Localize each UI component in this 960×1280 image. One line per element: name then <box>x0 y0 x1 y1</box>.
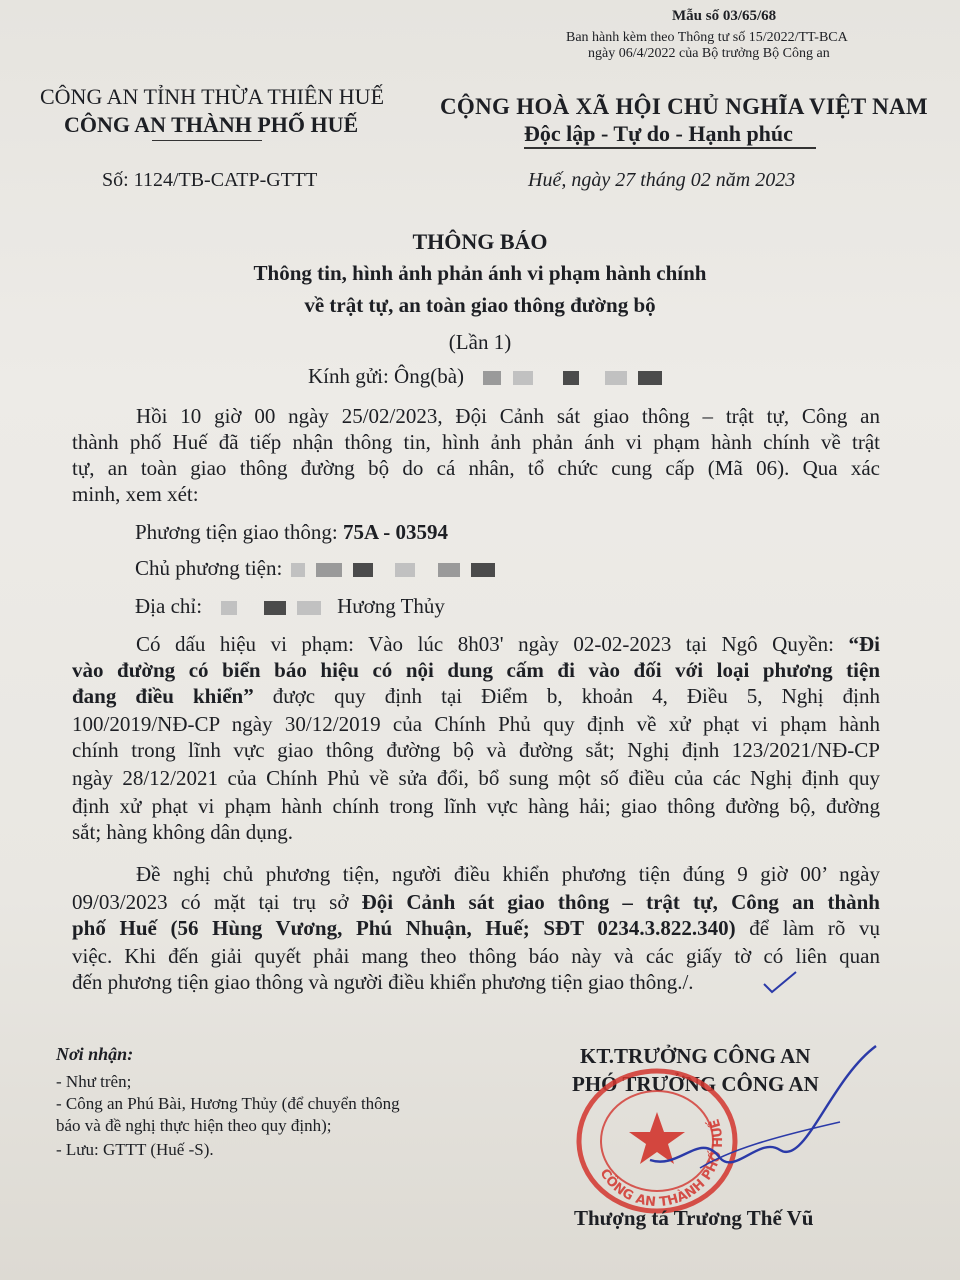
recipients-heading: Nơi nhận: <box>56 1044 134 1064</box>
place-date: Huế, ngày 27 tháng 02 năm 2023 <box>528 169 796 191</box>
country-name: CỘNG HOÀ XÃ HỘI CHỦ NGHĨA VIỆT NAM <box>440 94 928 119</box>
document-title: THÔNG BÁO <box>412 229 548 254</box>
violation-text: được quy định tại Điểm b, khoản 4, Điều 5, Nghị định <box>253 684 880 708</box>
form-issued-line-2: ngày 06/4/2022 của Bộ trưởng Bộ Công an <box>588 46 830 61</box>
address-district: Hương Thủy <box>337 594 445 618</box>
agency-parent: CÔNG AN TỈNH THỪA THIÊN HUẾ <box>40 84 385 109</box>
recipient-item: - Lưu: GTTT (Huế -S). <box>56 1140 214 1159</box>
violation-text-bold: đang điều khiển” <box>72 684 254 708</box>
vehicle-label: Phương tiện giao thông: <box>135 520 343 544</box>
violation-line: định xử phạt vi phạm hành chính trong lĩnh vực hàng hải; giao thông đường bộ, đường <box>72 794 880 818</box>
signature-title-2: PHÓ TRƯỞNG CÔNG AN <box>572 1072 819 1096</box>
agency-name: CÔNG AN THÀNH PHỐ HUẾ <box>64 112 359 137</box>
request-text-bold: phố Huế (56 Hùng Vương, Phú Nhuận, Huế; SĐT 0234.3.822.340) <box>72 916 736 940</box>
violation-line: 100/2019/NĐ-CP ngày 30/12/2019 của Chính Phủ quy định về xử phạt vi phạm hành <box>72 712 880 736</box>
violation-text-bold: “Đi <box>848 632 880 656</box>
request-line <box>72 916 880 941</box>
redacted-block <box>471 563 495 577</box>
redacted-block <box>605 371 627 385</box>
redacted-block <box>438 563 460 577</box>
violation-text: Có dấu hiệu vi phạm: Vào lúc 8h03' ngày 02-02-2023 tại Ngô Quyền: <box>136 632 849 656</box>
recipient-line <box>308 364 665 389</box>
request-line <box>72 890 880 915</box>
recipient-item: báo và đề nghị thực hiện theo quy định); <box>56 1116 332 1135</box>
signature-title-1: KT.TRƯỞNG CÔNG AN <box>580 1044 811 1068</box>
recipient-item: - Như trên; <box>56 1072 132 1091</box>
paragraph-line: tự, an toàn giao thông đường bộ do cá nhân, tổ chức cung cấp (Mã 06). Qua xác <box>72 456 880 480</box>
vehicle-plate: 75A - 03594 <box>342 520 448 544</box>
violation-line <box>72 684 880 709</box>
redacted-block <box>264 601 286 615</box>
redacted-block <box>513 371 533 385</box>
redacted-block <box>353 563 373 577</box>
violation-line: vào đường có biển báo hiệu có nội dung cấm đi vào đối với loại phương tiện <box>72 658 880 682</box>
request-text: để làm rõ vụ <box>735 916 880 940</box>
redacted-block <box>395 563 415 577</box>
notice-times: (Lần 1) <box>448 330 512 354</box>
paragraph-line: minh, xem xét: <box>72 482 199 506</box>
violation-line: ngày 28/12/2021 của Chính Phủ về sửa đổi, bổ sung một số điều của các Nghị định quy <box>72 766 880 790</box>
paragraph-line: Hồi 10 giờ 00 ngày 25/02/2023, Đội Cảnh sát giao thông – trật tự, Công an <box>136 404 880 428</box>
document-subtitle-2: về trật tự, an toàn giao thông đường bộ <box>304 293 656 317</box>
request-line: đến phương tiện giao thông và người điều khiển phương tiện giao thông./. <box>72 970 694 994</box>
document-number: Số: 1124/TB-CATP-GTTT <box>102 169 318 191</box>
recipient-label: Kính gửi: Ông(bà) <box>308 364 465 388</box>
redacted-block <box>483 371 501 385</box>
owner-label: Chủ phương tiện: <box>135 556 283 580</box>
violation-line <box>136 632 880 657</box>
owner-line <box>135 556 498 581</box>
vehicle-line <box>135 520 448 545</box>
request-line: việc. Khi đến giải quyết phải mang theo thông báo này và các giấy tờ có liên quan <box>72 944 880 968</box>
request-text-bold: Đội Cảnh sát giao thông – trật tự, Công an thành <box>361 890 880 914</box>
form-issued-line-1: Ban hành kèm theo Thông tư số 15/2022/TT-BCA <box>566 30 848 45</box>
request-text: 09/03/2023 có mặt tại trụ sở <box>72 890 362 914</box>
address-line <box>135 594 445 619</box>
checkmark-icon <box>760 970 800 996</box>
recipient-item: - Công an Phú Bài, Hương Thủy (để chuyển thông <box>56 1094 400 1113</box>
paragraph-line: thành phố Huế đã tiếp nhận thông tin, hình ảnh phản ánh vi phạm hành chính về trật <box>72 430 880 454</box>
agency-underline <box>152 140 262 141</box>
signer-name: Thượng tá Trương Thế Vũ <box>574 1206 814 1230</box>
redacted-block <box>221 601 237 615</box>
violation-line: sắt; hàng không dân dụng. <box>72 820 294 844</box>
seal-text: CÔNG AN THÀNH PHỐ HUẾ <box>596 1116 727 1211</box>
violation-line: chính trong lĩnh vực giao thông đường bộ và đường sắt; Nghị định 123/2021/NĐ-CP <box>72 738 880 762</box>
redacted-block <box>297 601 321 615</box>
national-motto: Độc lập - Tự do - Hạnh phúc <box>524 121 793 146</box>
redacted-block <box>291 563 305 577</box>
document-subtitle-1: Thông tin, hình ảnh phản ánh vi phạm hành chính <box>253 261 707 285</box>
redacted-block <box>316 563 342 577</box>
motto-underline <box>524 147 816 149</box>
form-number: Mẫu số 03/65/68 <box>672 8 777 24</box>
request-line: Đề nghị chủ phương tiện, người điều khiển phương tiện đúng 9 giờ 00’ ngày <box>136 862 880 886</box>
handwritten-signature-icon <box>640 1040 880 1190</box>
redacted-block <box>563 371 579 385</box>
address-label: Địa chỉ: <box>135 594 203 618</box>
redacted-block <box>638 371 662 385</box>
